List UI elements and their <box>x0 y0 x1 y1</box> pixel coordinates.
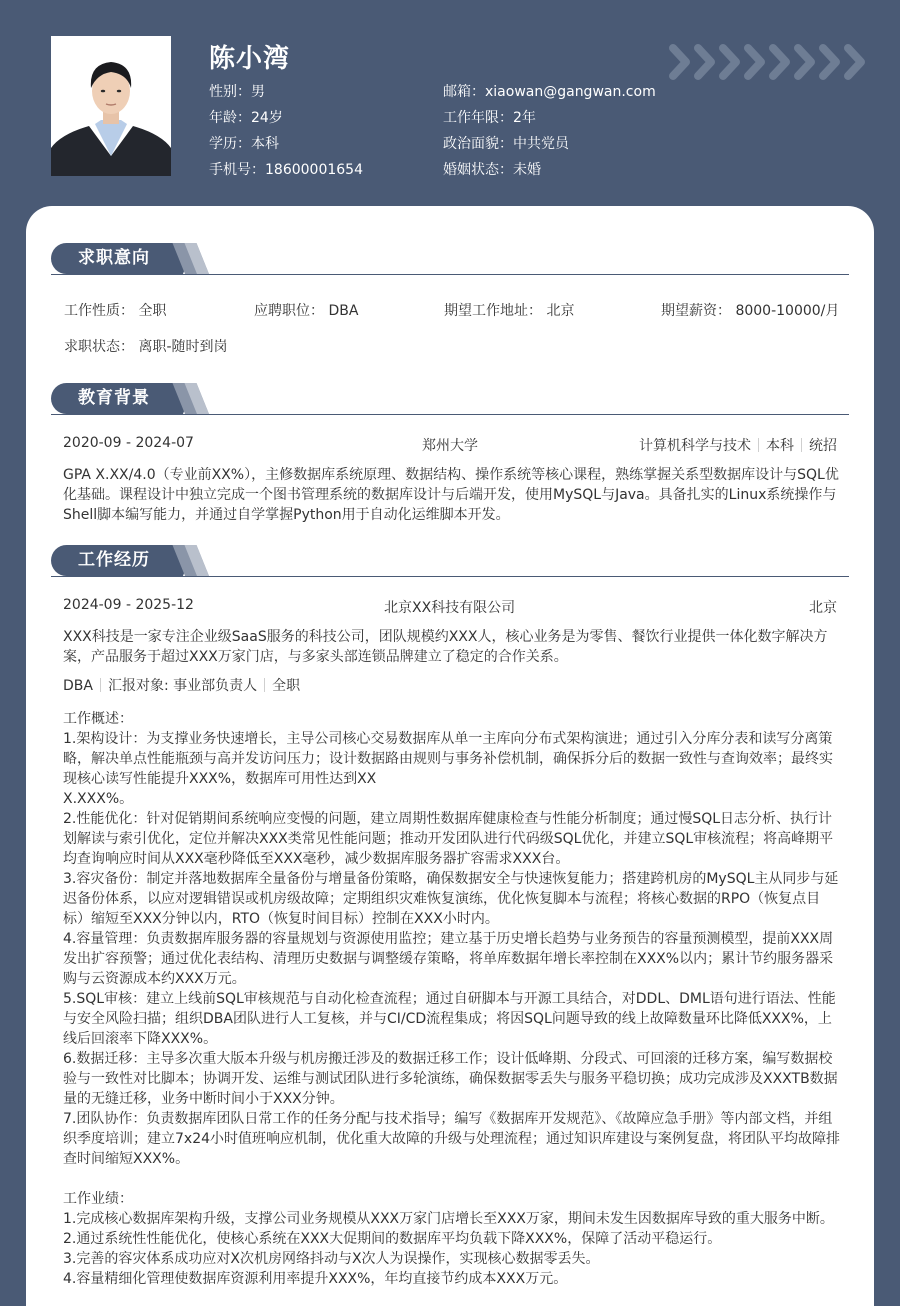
overview-item: 7.团队协作：负责数据库团队日常工作的任务分配与技术指导；编写《数据库开发规范》、《故障应急手册》等内部文档，并组织季度培训；建立7x24小时值班响应机制，优化重大故障的升级与处理流程；通过知识库建设与案例复盘，将团队平均故障排查时间缩短XXX%。 <box>63 1111 841 1167</box>
achievement-item: 1.完成核心数据库架构升级，支撑公司业务规模从XXX万家门店增长至XXX万家，期间未发生因数据库导致的重大服务中断。 <box>63 1211 834 1227</box>
section-title: 工作经历 <box>51 545 183 576</box>
info-education: 学历：本科 <box>209 136 279 152</box>
education-major: 计算机科学与技术 <box>639 438 751 454</box>
info-marital-status: 婚姻状态：未婚 <box>443 162 541 178</box>
achievement-item: 4.容量精细化管理使数据库资源利用率提升XXX%，年均直接节约成本XXX万元。 <box>63 1271 568 1287</box>
section-header-education <box>51 383 849 415</box>
education-degree: 本科 <box>766 438 794 454</box>
candidate-name: 陈小湾 <box>209 44 291 74</box>
work-role: DBA <box>63 678 93 694</box>
intent-job-type: 工作性质： 全职 <box>64 303 167 319</box>
overview-item: X.XXX%。 <box>63 791 134 807</box>
work-role-line <box>63 675 300 695</box>
achievement-item: 3.完善的容灾体系成功应对X次机房网络抖动与X次人为误操作，实现核心数据零丢失。 <box>63 1251 600 1267</box>
overview-item: 3.容灾备份：制定并落地数据库全量备份与增量备份策略，确保数据安全与快速恢复能力；搭建跨机房的MySQL主从同步与延迟备份体系，以应对逻辑错误或机房级故障；定期组织灾难恢复演练，优化恢复脚本与流程；将核心数据的RPO（恢复点目标）缩短至XXX分钟以内，RTO（恢复时间目标）控制在XXX小时内。 <box>63 871 839 927</box>
section-title: 教育背景 <box>51 383 183 414</box>
work-overview <box>63 709 841 1289</box>
overview-item: 2.性能优化：针对促销期间系统响应变慢的问题，建立周期性数据库健康检查与性能分析制度；通过慢SQL日志分析、执行计划解读与索引优化，定位并解决XXX类常见性能问题；推动开发团队进行代码级SQL优化，并建立SQL审核流程；将高峰期平均查询响应时间从XXX毫秒降低至XXX毫秒，减少数据库服务器扩容需求XXX台。 <box>63 811 834 867</box>
spacer <box>63 1169 841 1189</box>
section-header-work <box>51 545 849 577</box>
intent-salary: 期望薪资： 8000-10000/月 <box>661 303 840 319</box>
intent-location: 期望工作地址： 北京 <box>444 303 575 319</box>
education-description: GPA X.XX/4.0（专业前XX%），主修数据库系统原理、数据结构、操作系统等核心课程，熟练掌握关系型数据库设计与SQL优化基础。课程设计中独立完成一个图书管理系统的数据库设计与后端开发，使用MySQL与Java。具备扎实的Linux系统操作与Shell脚本编写能力，并通过自学掌握Python用于自动化运维脚本开发。 <box>63 467 839 523</box>
education-details <box>639 435 837 455</box>
section-header-intent <box>51 243 849 275</box>
intent-position: 应聘职位： DBA <box>254 303 359 319</box>
basic-info-left <box>209 80 363 184</box>
overview-item: 1.架构设计：为支撑业务快速增长，主导公司核心交易数据库从单一主库向分布式架构演进；通过引入分库分表和读写分离策略，解决单点性能瓶颈与高并发访问压力；设计数据路由规则与事务补偿机制，确保拆分后的数据一致性与查询效率；最终实现核心读写性能提升XXX%，数据库可用性达到XX <box>63 731 833 787</box>
basic-info-right <box>443 80 656 184</box>
resume-header <box>0 0 900 210</box>
work-city: 北京 <box>809 600 837 616</box>
divider <box>100 678 101 692</box>
person-photo-icon <box>51 36 171 176</box>
info-phone: 手机号：18600001654 <box>209 162 363 178</box>
chevron-arrows-icon <box>668 43 874 81</box>
overview-item: 4.容量管理：负责数据库服务器的容量规划与资源使用监控；建立基于历史增长趋势与业务预告的容量预测模型，提前XXX周发出扩容预警；通过优化表结构、清理历史数据与调整缓存策略，将单库数据年增长率控制在XXX%以内；累计节约服务器采购与云资源成本约XXX万元。 <box>63 931 834 987</box>
company-intro: XXX科技是一家专注企业级SaaS服务的科技公司，团队规模约XXX人，核心业务是为零售、餐饮行业提供一体化数字解决方案，产品服务于超过XXX万家门店，与多家头部连锁品牌建立了稳定的合作关系。 <box>63 629 828 665</box>
section-title: 求职意向 <box>51 243 183 274</box>
overview-item: 5.SQL审核：建立上线前SQL审核规范与自动化检查流程；通过自研脚本与开源工具结合，对DDL、DML语句进行语法、性能与安全风险扫描；组织DBA团队进行人工复核，并与CI/CD流程集成；将因SQL问题导致的线上故障数量环比降低XXX%，上线后回滚率下降XXX%。 <box>63 991 836 1047</box>
work-period: 2024-09 - 2025-12 <box>63 597 194 613</box>
info-gender: 性别：男 <box>209 84 265 100</box>
work-report-to: 汇报对象: 事业部负责人 <box>107 678 258 694</box>
info-age: 年龄：24岁 <box>209 110 283 126</box>
overview-item: 6.数据迁移：主导多次重大版本升级与机房搬迁涉及的数据迁移工作；设计低峰期、分段式、可回滚的迁移方案，编写数据校验与一致性对比脚本；协调开发、运维与测试团队进行多轮演练，确保数据零丢失与服务平稳切换；成功完成涉及XXXTB数据量的无缝迁移，业务中断时间小于XXX分钟。 <box>63 1051 838 1107</box>
achievements-title: 工作业绩： <box>63 1191 133 1207</box>
info-work-years: 工作年限：2年 <box>443 110 536 126</box>
education-school: 郑州大学 <box>422 438 478 454</box>
work-job-type: 全职 <box>272 678 301 694</box>
education-period: 2020-09 - 2024-07 <box>63 435 194 451</box>
divider <box>264 678 265 692</box>
profile-photo <box>51 36 171 176</box>
overview-title: 工作概述： <box>63 711 133 727</box>
info-political-status: 政治面貌：中共党员 <box>443 136 569 152</box>
education-type: 统招 <box>809 438 837 454</box>
intent-status: 求职状态： 离职-随时到岗 <box>64 339 228 355</box>
info-email: 邮箱：xiaowan@gangwan.com <box>443 84 656 100</box>
achievement-item: 2.通过系统性性能优化，使核心系统在XXX大促期间的数据库平均负载下降XXX%，保障了活动平稳运行。 <box>63 1231 722 1247</box>
divider <box>758 438 759 452</box>
work-company: 北京XX科技有限公司 <box>384 600 516 616</box>
resume-body <box>26 206 874 1306</box>
divider <box>801 438 802 452</box>
